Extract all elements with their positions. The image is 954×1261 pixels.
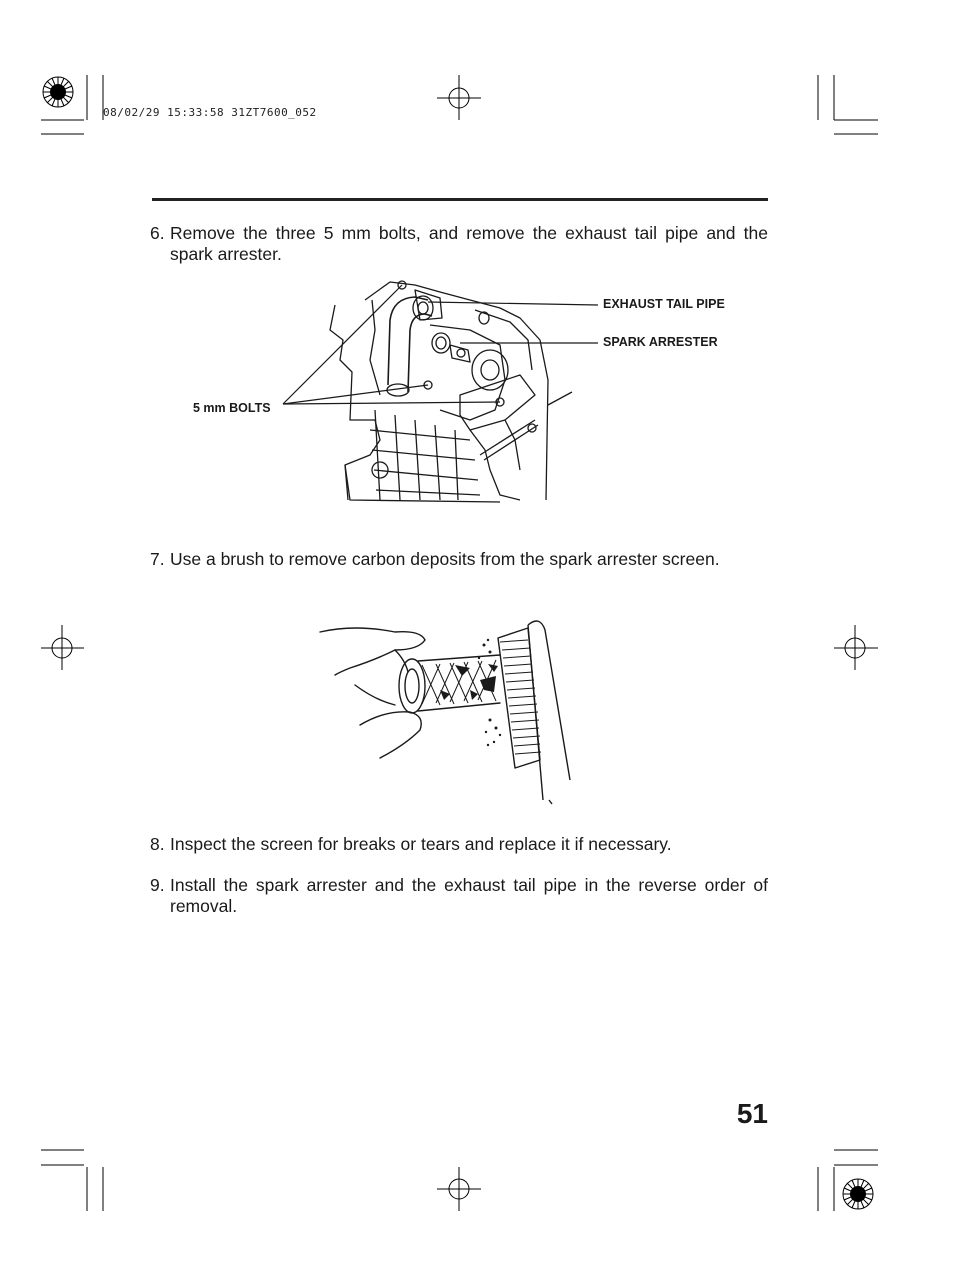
step-number: 8.: [150, 834, 165, 854]
step-text: Use a brush to remove carbon deposits from the spark arrester screen.: [170, 549, 720, 569]
step-number: 7.: [150, 549, 165, 569]
step-9: [150, 875, 768, 917]
label-5mm-bolts: 5 mm BOLTS: [193, 401, 271, 415]
label-spark-arrester: SPARK ARRESTER: [603, 335, 718, 349]
step-8: [150, 834, 768, 855]
step-number: 6.: [150, 223, 165, 243]
step-text: Inspect the screen for breaks or tears and replace it if necessary.: [170, 834, 672, 854]
step-text: Install the spark arrester and the exhaust tail pipe in the reverse order of removal.: [170, 875, 768, 916]
print-stamp: 08/02/29 15:33:58 31ZT7600_052: [103, 106, 317, 119]
page-number: 51: [736, 1098, 768, 1129]
label-exhaust-tail-pipe: EXHAUST TAIL PIPE: [603, 297, 725, 311]
step-text: Remove the three 5 mm bolts, and remove the exhaust tail pipe and the spark arrester.: [170, 223, 768, 264]
step-number: 9.: [150, 875, 165, 895]
